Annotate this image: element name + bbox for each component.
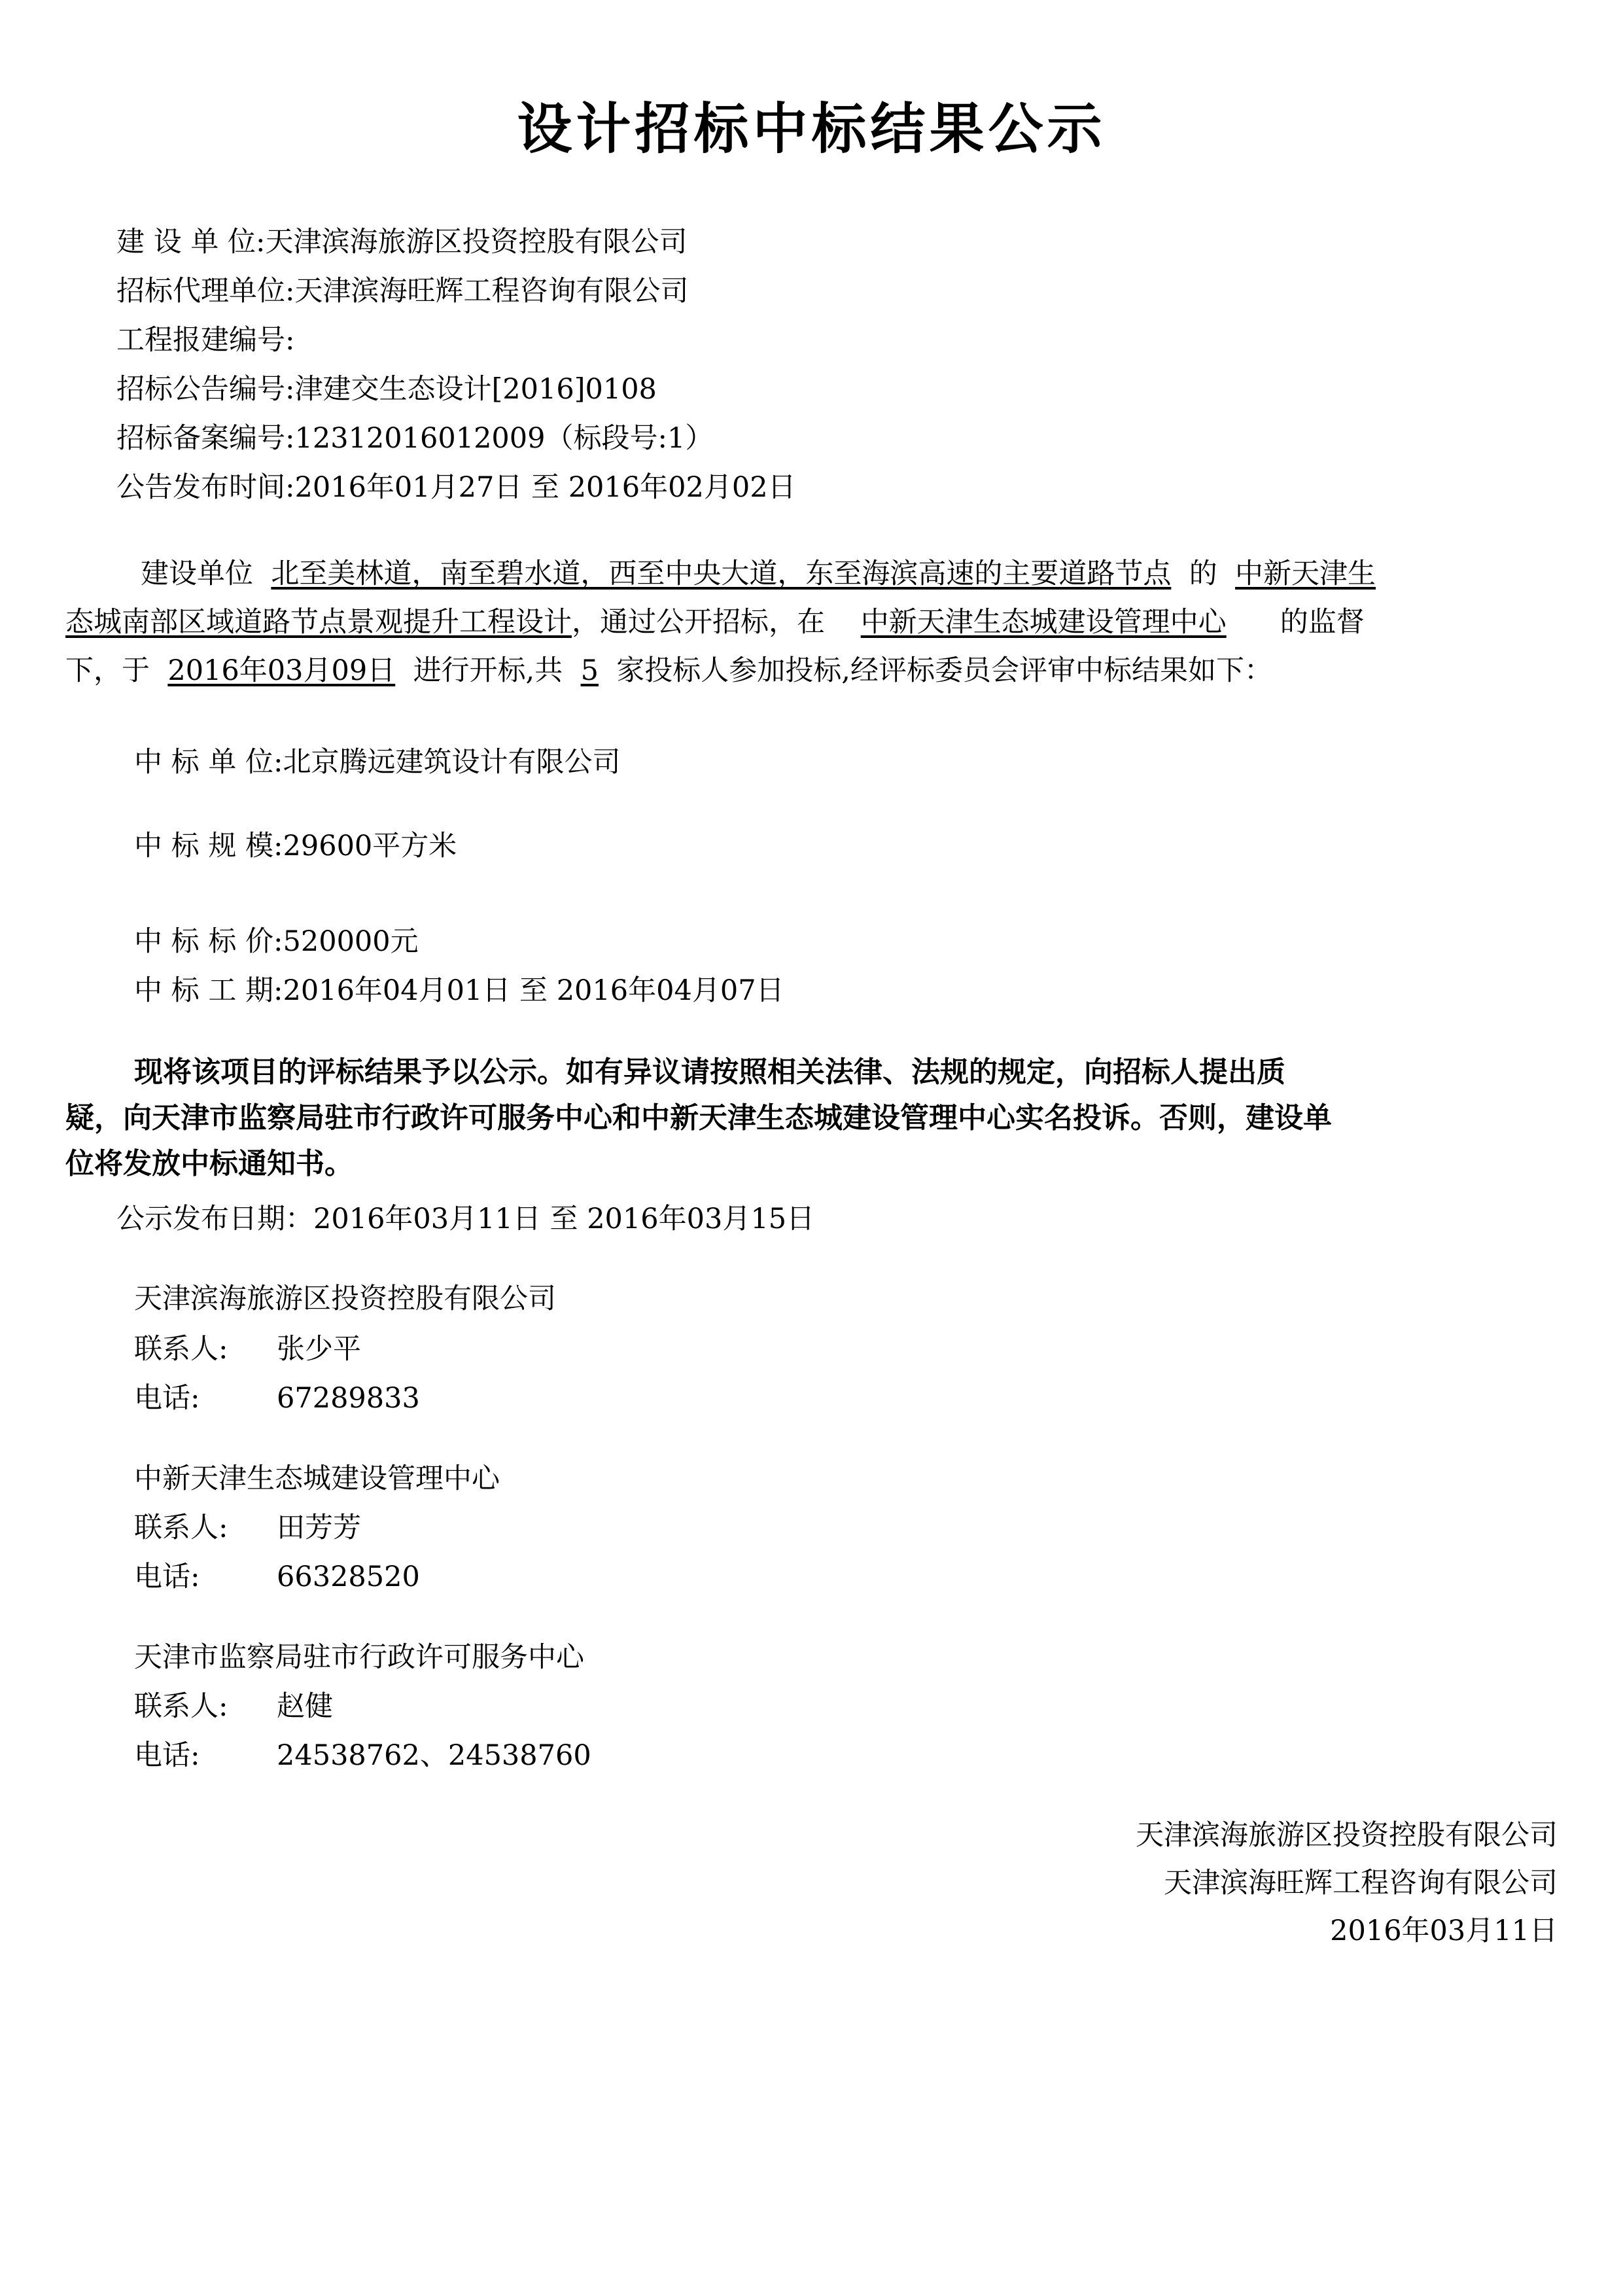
publish-period: 公示发布日期：2016年03月11日 至 2016年03月15日 <box>116 1203 815 1235</box>
contact-org: 天津滨海旅游区投资控股有限公司 <box>134 1282 556 1315</box>
field-label: 中 标 规 模: <box>134 830 283 862</box>
field-value: 天津滨海旅游区投资控股有限公司 <box>265 226 688 258</box>
field-value: 29600平方米 <box>283 830 457 862</box>
field-value: 北京腾远建筑设计有限公司 <box>283 746 621 779</box>
field-label: 建 设 单 位: <box>116 226 266 258</box>
field-value: 2016年04月01日 至 2016年04月07日 <box>283 974 784 1007</box>
contact-person-label: 联系人: <box>134 1690 228 1723</box>
contact-phone-number: 67289833 <box>277 1382 420 1415</box>
contact-org: 中新天津生态城建设管理中心 <box>134 1462 500 1495</box>
field-registration-no <box>116 324 295 358</box>
field-label: 中 标 单 位: <box>134 746 283 779</box>
intro-text: 进行开标,共 <box>413 654 563 687</box>
document-title: 设计招标中标结果公示 <box>517 97 1106 161</box>
result-scale <box>134 830 457 864</box>
field-announcement-no <box>116 373 657 407</box>
contact-phone <box>134 1561 420 1595</box>
contact-phone-label: 电话: <box>134 1382 200 1415</box>
notice-line-2: 疑，向天津市监察局驻市行政许可服务中心和中新天津生态城建设管理中心实名投诉。否则，建设单 <box>65 1101 1332 1135</box>
contact-phone-label: 电话: <box>134 1739 200 1772</box>
field-agency <box>116 275 689 309</box>
bid-opening-date: 2016年03月09日 <box>167 654 396 687</box>
field-label: 招标备案编号: <box>116 422 295 455</box>
contact-person-label: 联系人: <box>134 1333 228 1366</box>
field-label: 中 标 工 期: <box>134 974 283 1007</box>
field-label: 工程报建编号: <box>116 324 295 357</box>
contact-person-name: 田芳芳 <box>277 1511 361 1544</box>
field-label: 招标公告编号: <box>116 373 295 406</box>
project-name-part2: 态城南部区域道路节点景观提升工程设计 <box>65 606 572 639</box>
project-location: 北至美林道，南至碧水道，西至中央大道，东至海滨高速的主要道路节点 <box>271 557 1172 590</box>
project-name-part1: 中新天津生 <box>1235 557 1376 590</box>
intro-text: ，通过公开招标，在 <box>572 606 825 639</box>
signature-org-2: 天津滨海旺辉工程咨询有限公司 <box>1164 1867 1558 1899</box>
contact-person <box>134 1690 333 1724</box>
bidder-count: 5 <box>580 654 599 687</box>
field-value: 天津滨海旺辉工程咨询有限公司 <box>294 275 689 308</box>
field-value: 津建交生态设计[2016]0108 <box>294 373 657 406</box>
intro-text: 建设单位 <box>141 557 253 590</box>
field-label: 中 标 标 价: <box>134 925 283 958</box>
contact-person-name: 张少平 <box>277 1333 361 1366</box>
signature-org-1: 天津滨海旅游区投资控股有限公司 <box>1136 1819 1558 1852</box>
intro-text: 家投标人参加投标,经评标委员会评审中标结果如下： <box>616 654 1272 687</box>
intro-text: 下，于 <box>65 654 150 687</box>
contact-org: 天津市监察局驻市行政许可服务中心 <box>134 1641 584 1674</box>
field-label: 公告发布时间: <box>116 471 295 504</box>
result-price <box>134 925 419 959</box>
result-duration <box>134 974 784 1008</box>
intro-line-2 <box>65 598 1365 646</box>
signature-date: 2016年03月11日 <box>1330 1915 1558 1947</box>
field-publish-time <box>116 471 796 505</box>
contact-person-label: 联系人: <box>134 1511 228 1544</box>
intro-text: 的监督 <box>1280 606 1365 639</box>
field-value: 2016年01月27日 至 2016年02月02日 <box>294 471 796 504</box>
notice-line-1: 现将该项目的评标结果予以公示。如有异议请按照相关法律、法规的规定，向招标人提出质 <box>134 1055 1285 1089</box>
supervising-authority: 中新天津生态城建设管理中心 <box>860 606 1227 639</box>
notice-line-3: 位将发放中标通知书。 <box>65 1147 353 1180</box>
contact-person <box>134 1333 361 1367</box>
result-winner <box>134 746 621 780</box>
intro-line-1 <box>141 550 1376 598</box>
contact-person-name: 赵健 <box>277 1690 333 1723</box>
field-value: 12312016012009（标段号:1） <box>294 422 714 455</box>
contact-phone-number: 66328520 <box>277 1561 420 1593</box>
contact-phone-label: 电话: <box>134 1561 200 1593</box>
field-value: 520000元 <box>283 925 419 958</box>
intro-line-3 <box>65 646 1272 695</box>
field-label: 招标代理单位: <box>116 275 295 308</box>
contact-phone-number: 24538762、24538760 <box>277 1739 591 1772</box>
contact-phone <box>134 1739 591 1773</box>
contact-phone <box>134 1382 420 1416</box>
intro-text: 的 <box>1189 557 1217 590</box>
field-builder <box>116 226 688 260</box>
field-filing-no <box>116 422 713 456</box>
contact-person <box>134 1511 361 1545</box>
